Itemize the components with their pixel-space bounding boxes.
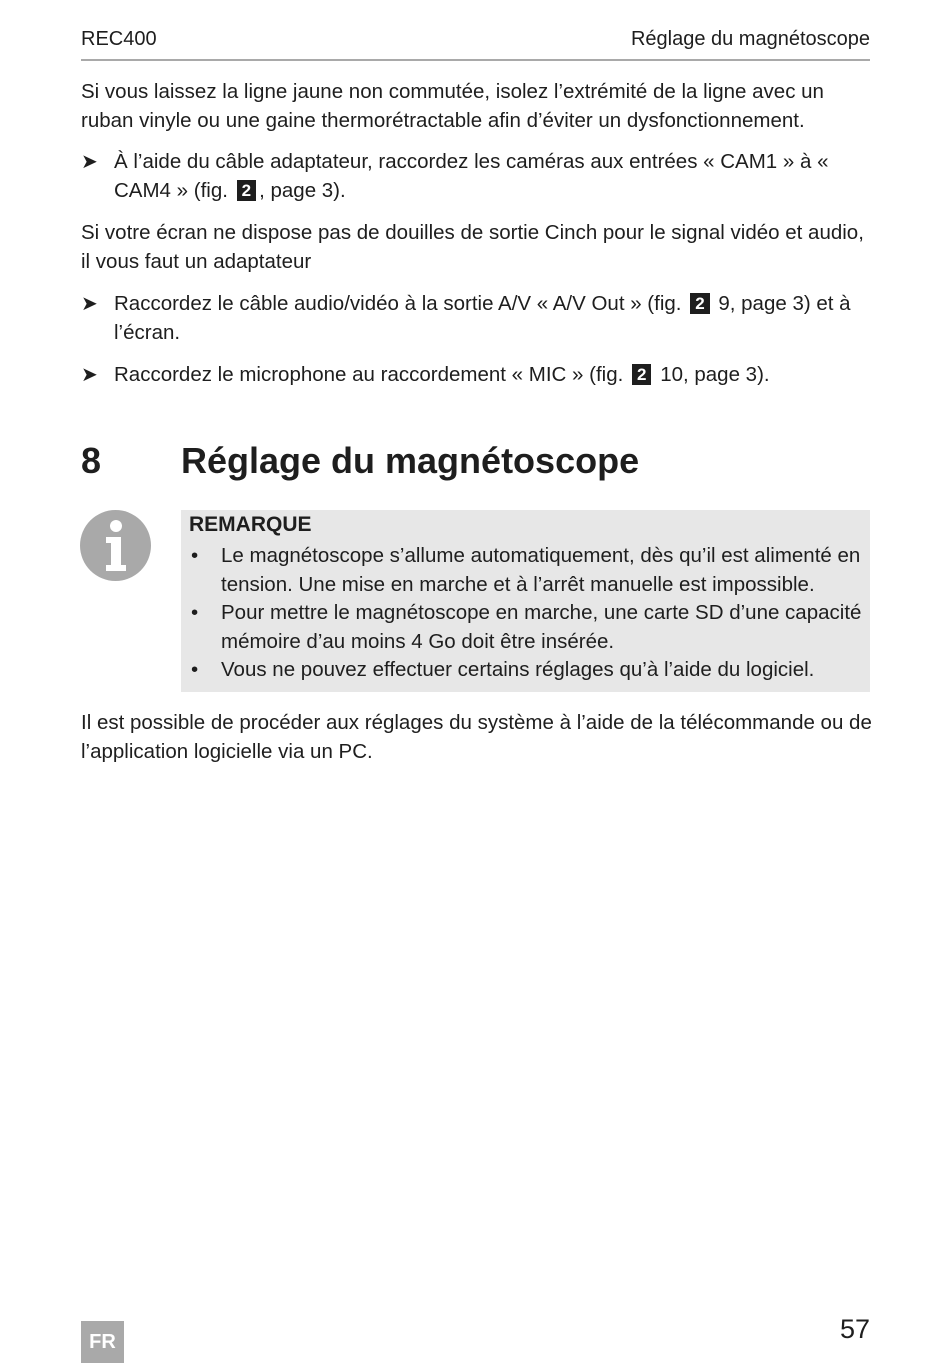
note-item-text: Pour mettre le magnétoscope en marche, une carte SD d’une capacité mémoire d’au moins 4 Go doit être insérée. [221,601,862,653]
bullet-dot: • [191,658,199,681]
language-badge: FR [81,1321,124,1363]
section-title: Réglage du magnétoscope [181,440,640,481]
header-chapter: Réglage du magnétoscope [630,28,870,50]
intro-paragraph: Si vous laissez la ligne jaune non commutée, isolez l’extrémité de la ligne avec un ruban vinyle ou une gaine thermorétractable afin d’éviter un dysfonctionnement. [81,80,824,132]
step-text-after: 9, page 3) et à l’écran. [114,292,851,344]
arrow-icon: ➤ [81,364,98,386]
note-box [181,510,870,692]
page-number: 57 [839,1314,870,1344]
bullet-dot: • [191,544,199,567]
list-item [189,656,865,685]
section-number: 8 [81,440,102,481]
step-connect-microphone [81,361,873,390]
arrow-icon: ➤ [81,293,98,315]
note-item-text: Le magnétoscope s’allume automatiquement, dès qu’il est alimenté en tension. Une mise en marche et à l’arrêt manuelle est impossible. [221,544,861,596]
step-text [114,290,873,347]
note-title: REMARQUE [189,513,312,536]
step-text [114,148,873,205]
step-text-before: Raccordez le câble audio/vidéo à la sortie A/V « A/V Out » (fig. [114,292,682,315]
header-model: REC400 [81,28,157,50]
step-text-before: Raccordez le microphone au raccordement « MIC » (fig. [114,363,624,386]
figure-ref: 2 [632,364,651,385]
note-list [189,542,865,685]
step-text [114,361,873,390]
step-text-after: 10, page 3). [660,363,770,386]
figure-ref: 2 [237,180,256,201]
page-header [81,28,870,61]
note-item-text: Vous ne pouvez effectuer certains réglages qu’à l’aide du logiciel. [221,658,815,681]
figure-ref: 2 [690,293,709,314]
arrow-icon: ➤ [81,151,98,173]
list-item [189,599,865,656]
list-item [189,542,865,599]
info-icon [80,510,151,581]
step-connect-cameras [81,148,873,205]
step-text-after: , page 3). [259,178,346,202]
cinch-paragraph: Si votre écran ne dispose pas de douilles de sortie Cinch pour le signal vidéo et audio, il vous faut un adaptateur [81,221,864,273]
step-text-before: À l’aide du câble adaptateur, raccordez les caméras aux entrées « CAM1 » à « CAM4 » (fig. [114,150,829,202]
step-connect-av-cable [81,290,873,347]
bullet-dot: • [191,601,199,624]
closing-paragraph: Il est possible de procéder aux réglages du système à l’aide de la télécommande ou de l’application logicielle via un PC. [81,711,872,763]
